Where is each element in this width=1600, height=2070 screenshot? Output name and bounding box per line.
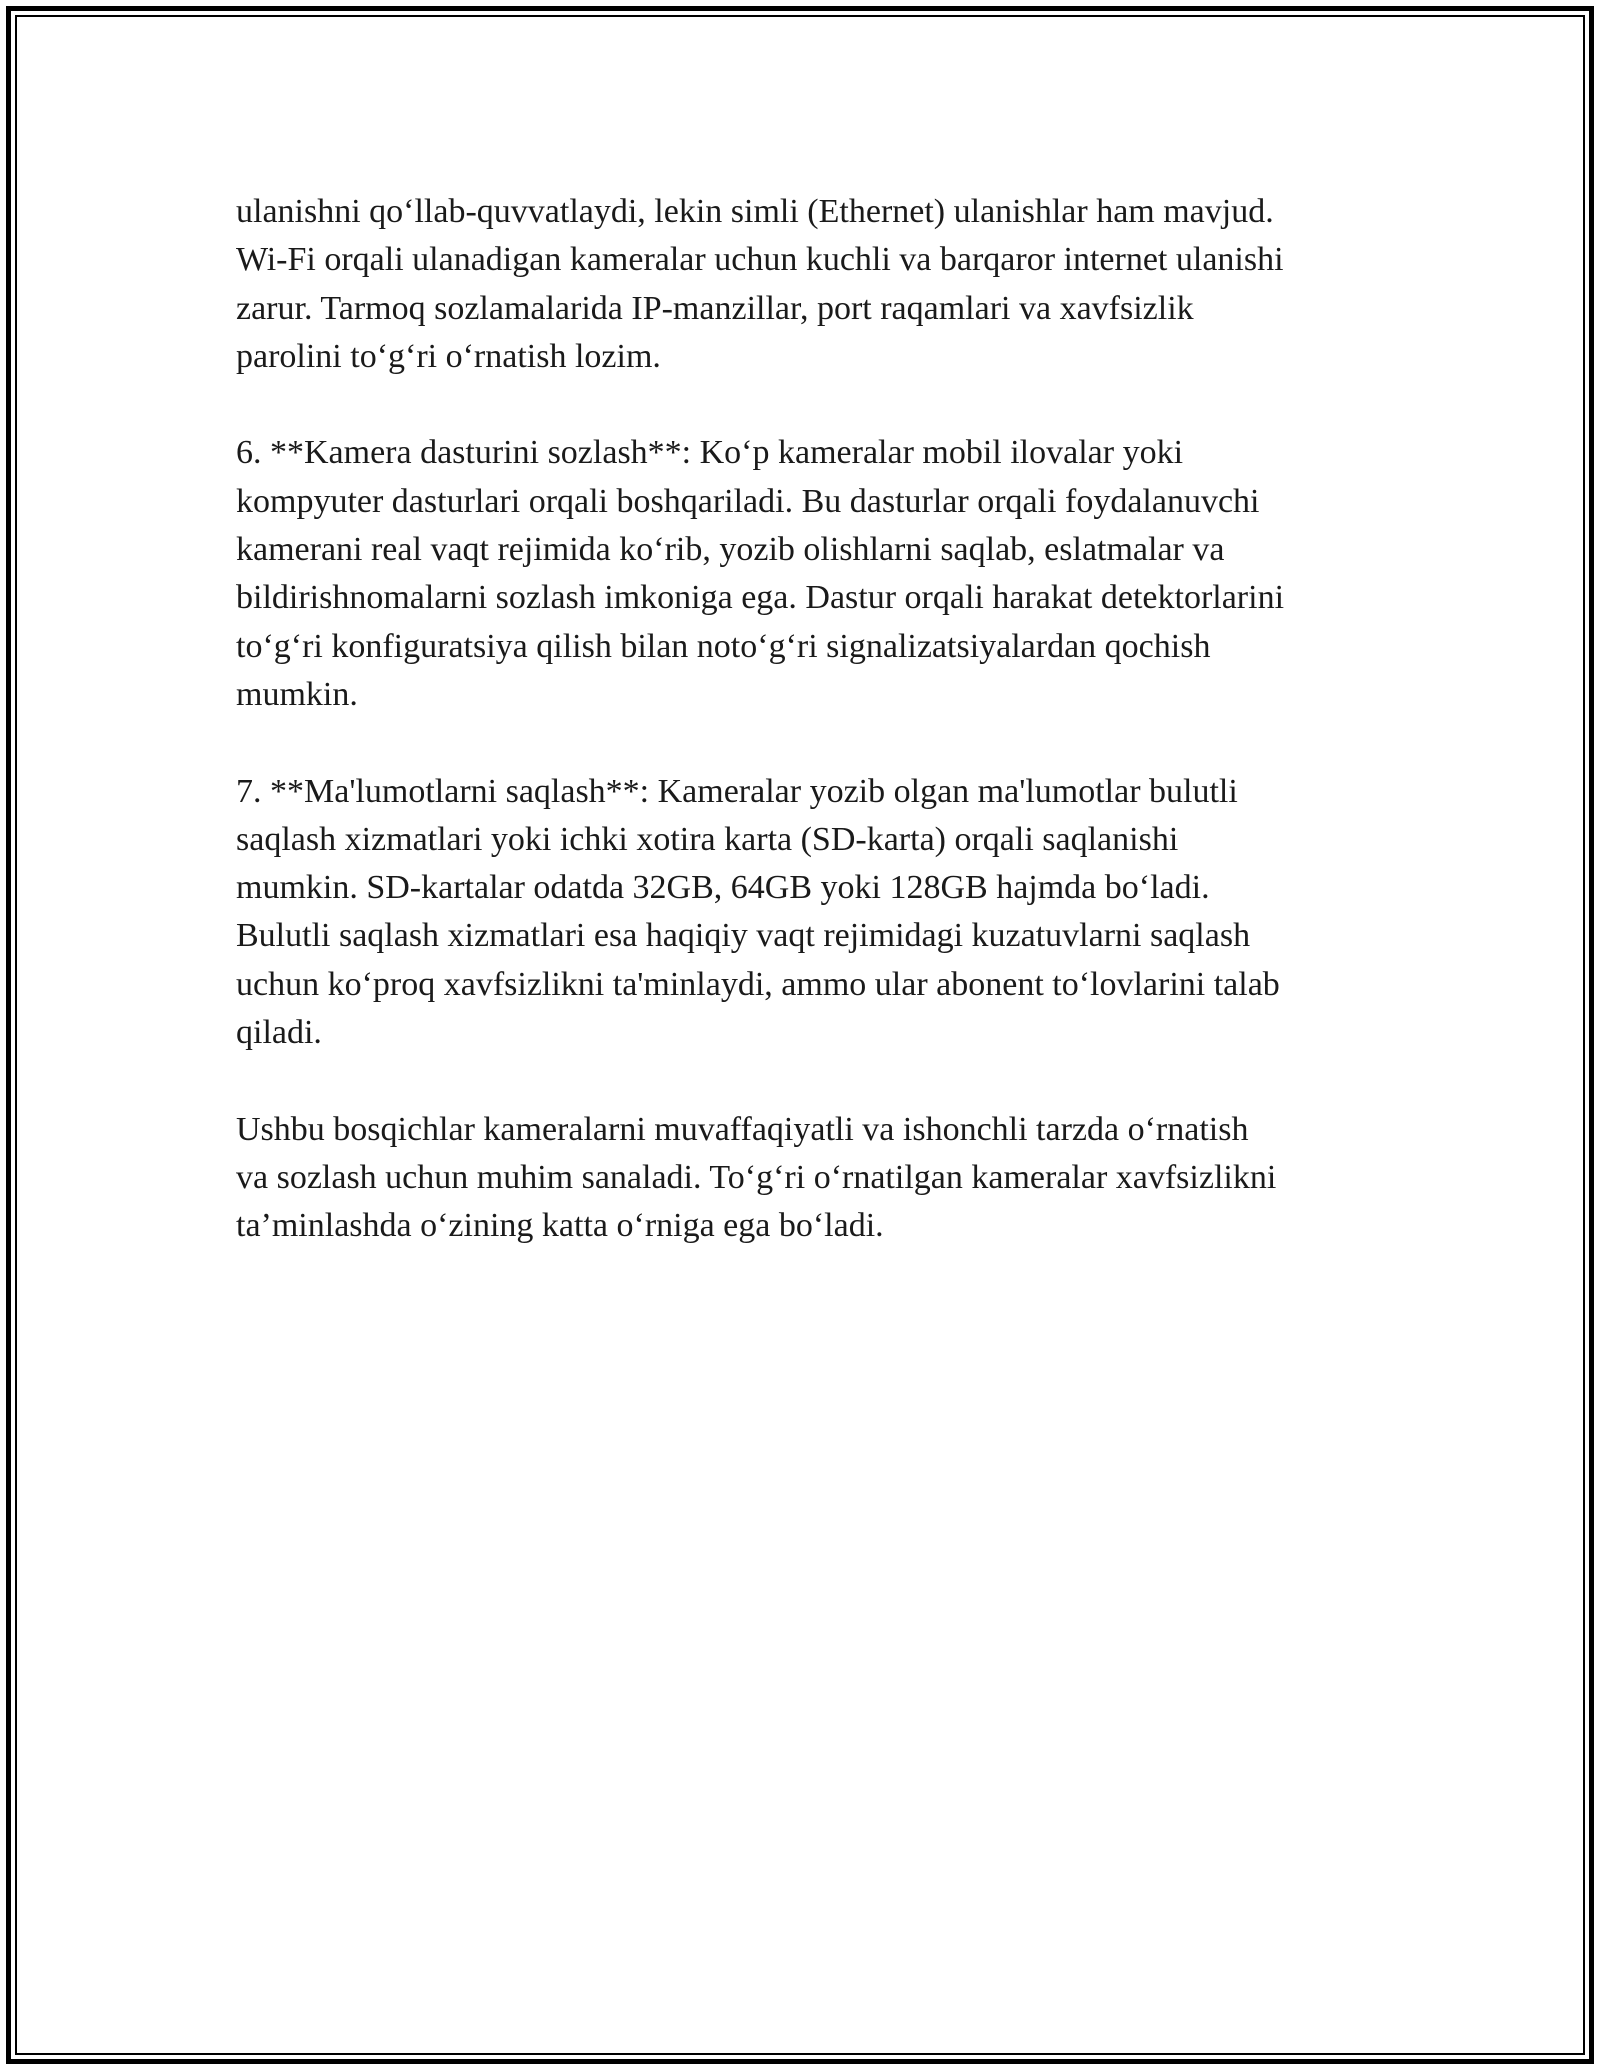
paragraph-network-setup: ulanishni qo‘llab-quvvatlaydi, lekin simli (Ethernet) ulanishlar ham mavjud. Wi-Fi orqali ulanadigan kameralar uchun kuchli va barqaror internet ulanishi zarur. Tarmoq sozlamalarida IP-manzillar, port raqamlari va xavfsizlik parolini to‘g‘ri o‘rnatish lozim. (236, 193, 1284, 375)
document-body (236, 188, 1396, 1251)
paragraph-conclusion: Ushbu bosqichlar kameralarni muvaffaqiyatli va ishonchli tarzda o‘rnatish va sozlash uchun muhim sanaladi. To‘g‘ri o‘rnatilgan kameralar xavfsizlikni ta’minlashda o‘zining katta o‘rniga ega bo‘ladi. (236, 1110, 1277, 1245)
paragraph-data-storage: 7. **Ma'lumotlarni saqlash**: Kameralar yozib olgan ma'lumotlar bulutli saqlash xizmatlari yoki ichki xotira karta (SD-karta) orqali saqlanishi mumkin. SD-kartalar odatda 32GB, 64GB yoki 128GB hajmda bo‘ladi. Bulutli saqlash xizmatlari esa haqiqiy vaqt rejimidagi kuzatuvlarni saqlash uchun ko‘proq xavfsizlikni ta'minlaydi, ammo ular abonent to‘lovlarini talab qiladi. (236, 772, 1280, 1052)
paragraph-camera-software: 6. **Kamera dasturini sozlash**: Ko‘p kameralar mobil ilovalar yoki kompyuter dasturlari orqali boshqariladi. Bu dasturlar orqali foydalanuvchi kamerani real vaqt rejimida ko‘rib, yozib olishlarni saqlab, eslatmalar va bildirishnomalarni sozlash imkoniga ega. Dastur orqali harakat detektorlarini to‘g‘ri konfiguratsiya qilish bilan noto‘g‘ri signalizatsiyalardan qochish mumkin. (236, 434, 1285, 713)
